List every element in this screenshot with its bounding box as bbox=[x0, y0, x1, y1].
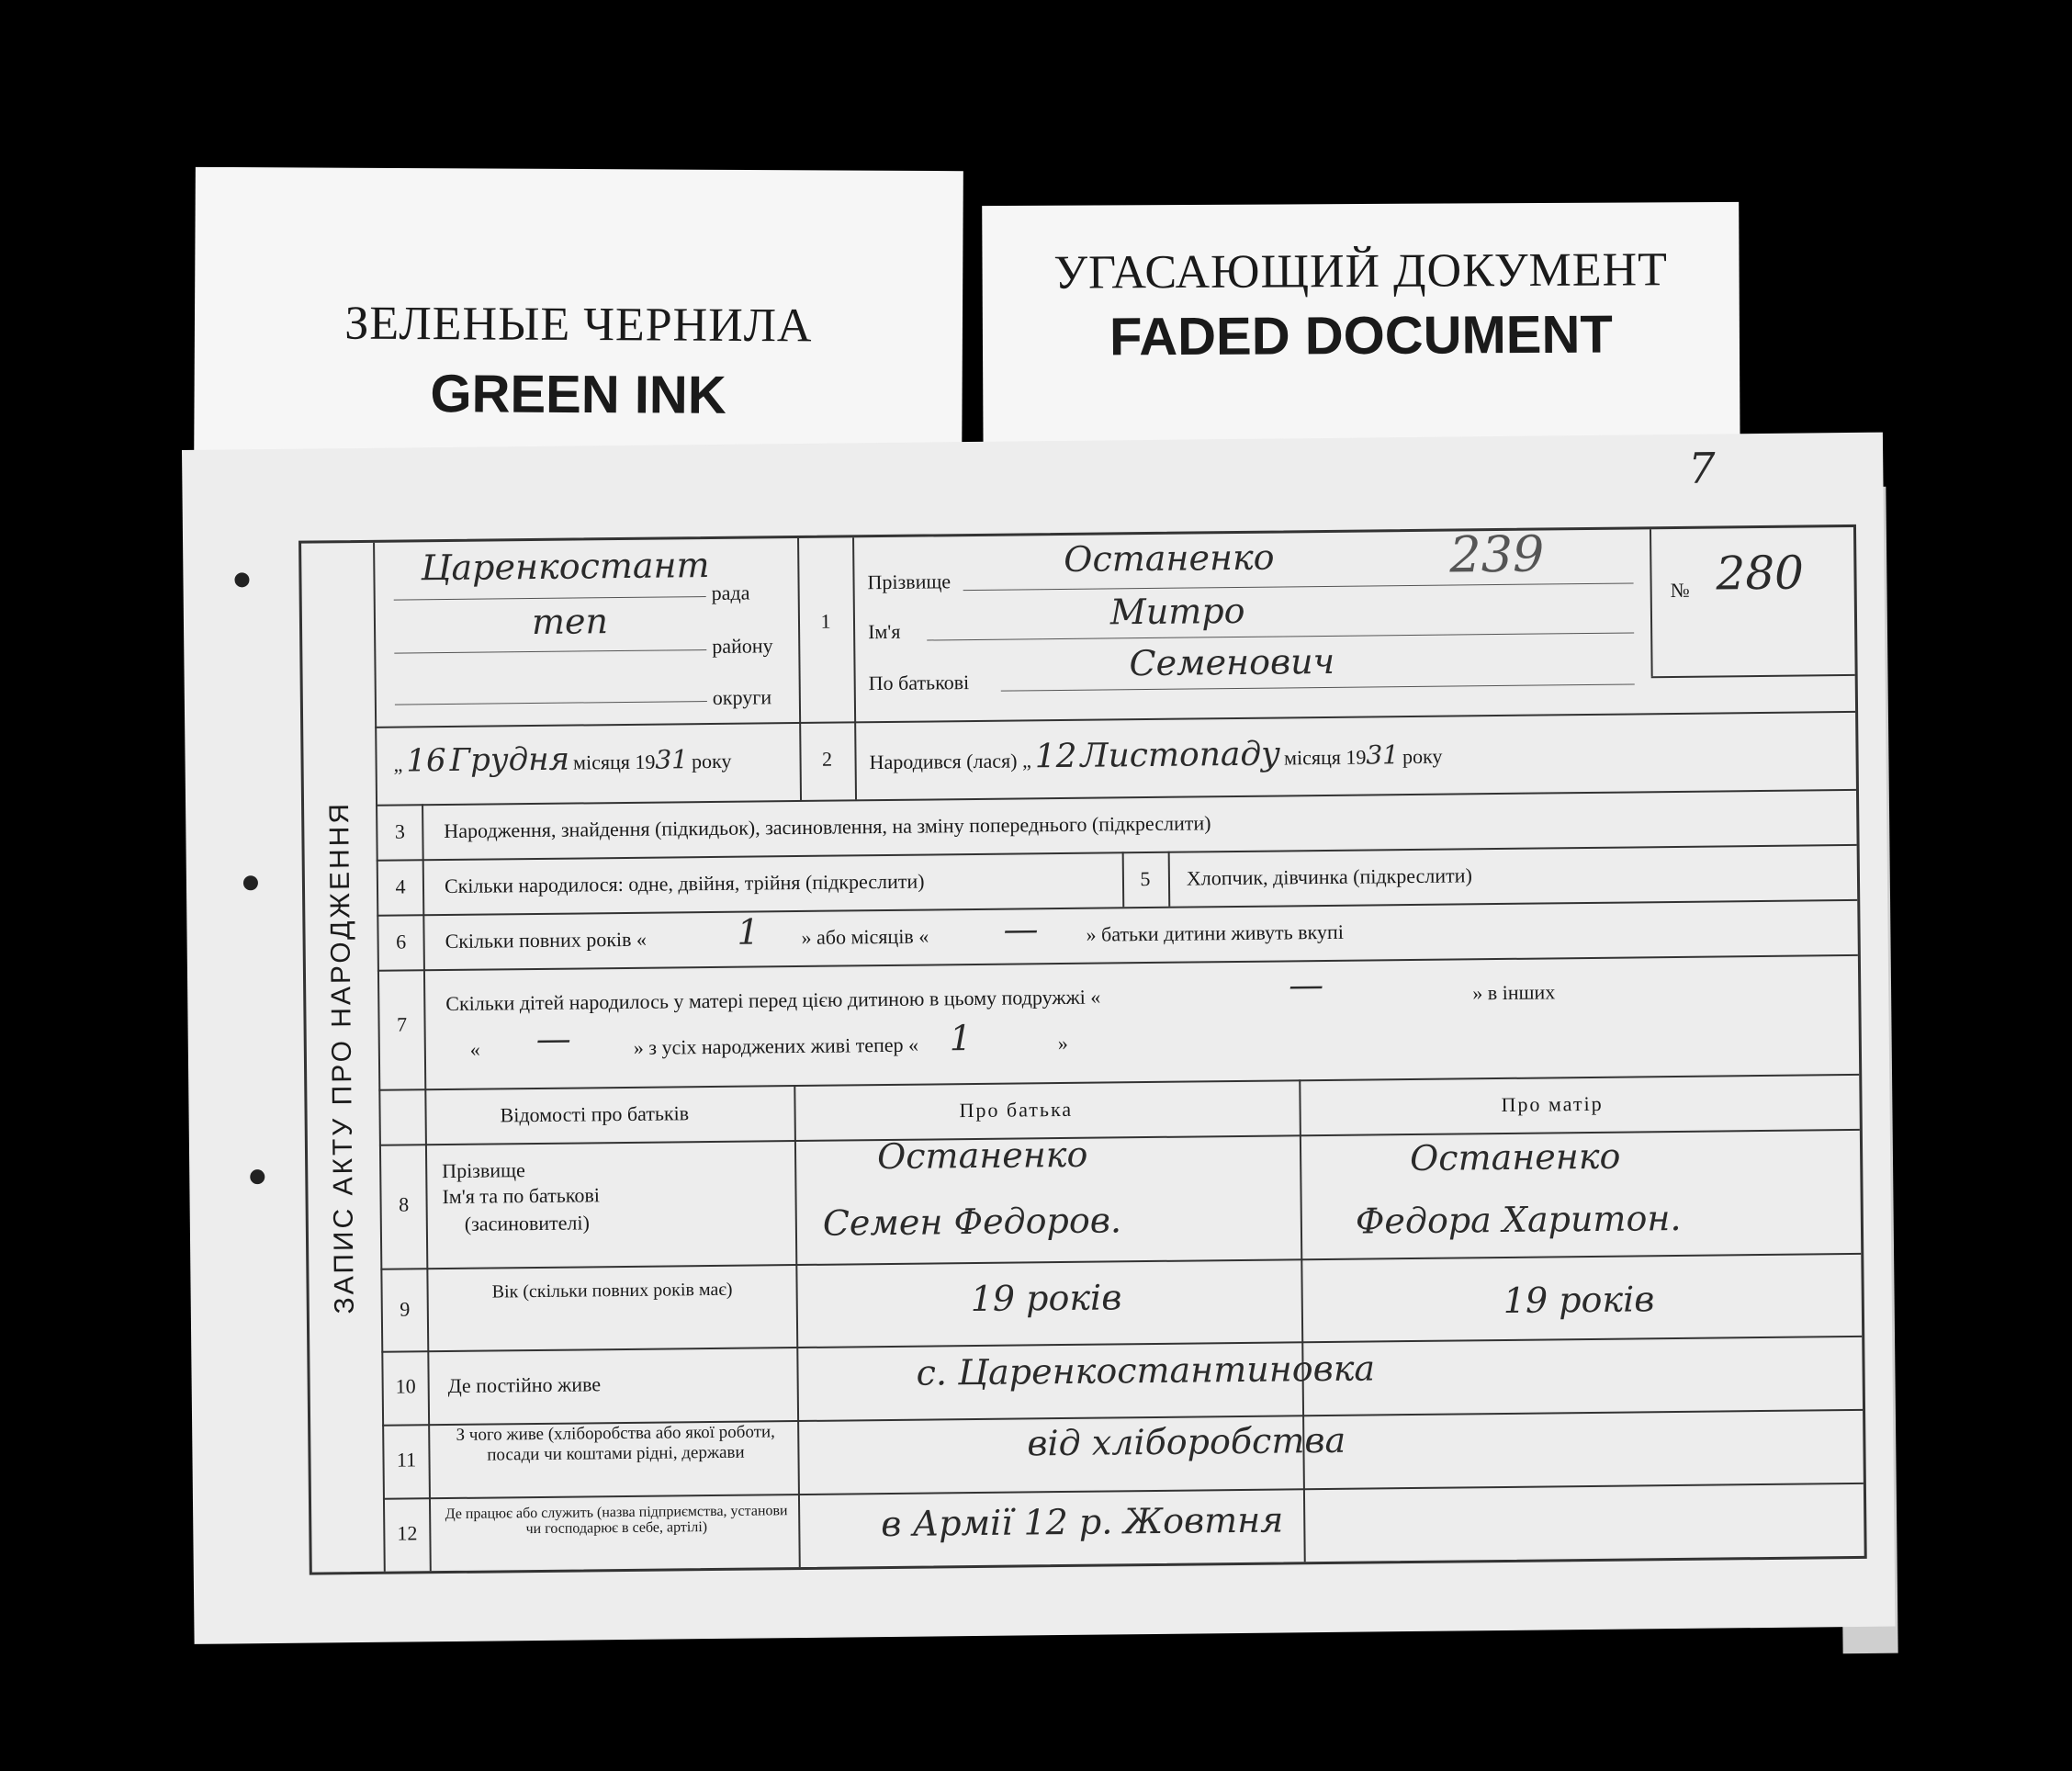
row-number: 3 bbox=[394, 819, 405, 843]
name-label: Ім'я bbox=[867, 619, 901, 644]
row6-months: — bbox=[1003, 908, 1039, 950]
punch-hole bbox=[234, 572, 249, 587]
born-day: 12 bbox=[1034, 737, 1077, 776]
row7-line1: Скільки дітей народилось у матері перед цією дитиною в цьому подружжі « bbox=[445, 985, 1101, 1016]
birth-record-card bbox=[182, 433, 1896, 1644]
row-number: 7 bbox=[396, 1012, 408, 1036]
faded-document-en: FADED DOCUMENT bbox=[1109, 304, 1613, 367]
number-label: № bbox=[1670, 578, 1690, 603]
row7-value1: — bbox=[1288, 964, 1324, 1006]
born-month: Листопаду bbox=[1080, 735, 1281, 775]
punch-hole bbox=[250, 1169, 265, 1184]
row6-label-b: » або місяців « bbox=[801, 924, 929, 949]
r12-label: Де працює або служить (назва підприємства, установи чи господарює в себе, артілі) bbox=[445, 1503, 788, 1538]
name-value: Митро bbox=[1109, 590, 1245, 633]
row-number: 12 bbox=[397, 1521, 418, 1545]
rada-label: рада bbox=[711, 581, 750, 604]
r8-label-name: Ім'я та по батькові bbox=[442, 1183, 601, 1209]
record-stamp: 239 bbox=[1448, 525, 1545, 584]
r8-label-adoptive: (засиновителі) bbox=[464, 1211, 591, 1235]
r8-label-surname: Прізвище bbox=[442, 1158, 525, 1183]
patronymic-label: По батькові bbox=[868, 671, 970, 695]
sidebar bbox=[301, 543, 386, 1573]
row7-line2-a: « bbox=[469, 1037, 480, 1061]
patronymic-value: Семенович bbox=[1129, 640, 1335, 684]
r9-label: Вік (скільки повних років має) bbox=[491, 1279, 733, 1303]
date-day: 16 bbox=[406, 742, 446, 780]
occupation-value: від хліборобства bbox=[1027, 1419, 1346, 1464]
row-number: 8 bbox=[398, 1192, 410, 1216]
row7-value3: 1 bbox=[949, 1018, 973, 1059]
record-number: 280 bbox=[1716, 546, 1805, 601]
row-number: 5 bbox=[1140, 866, 1151, 891]
row6-years: 1 bbox=[737, 911, 760, 953]
surname-value: Останенко bbox=[1064, 536, 1275, 580]
workplace-value: в Армії 12 р. Жовтня bbox=[881, 1499, 1284, 1545]
mother-name: Федора Харитон. bbox=[1355, 1197, 1682, 1242]
registration-date: „ 16 Грудня місяця 1931 року bbox=[393, 740, 732, 780]
row-number: 6 bbox=[395, 930, 407, 953]
row-number: 2 bbox=[821, 747, 833, 771]
date-month: Грудня bbox=[449, 740, 570, 779]
row5-text: Хлопчик, дівчинка (підкреслити) bbox=[1186, 863, 1472, 890]
row-number: 10 bbox=[395, 1374, 416, 1398]
r11-label: З чого живе (хліборобства або якої роботи, посади чи коштами рідні, держави bbox=[456, 1422, 775, 1465]
green-ink-label bbox=[194, 167, 963, 470]
father-age: 19 років bbox=[970, 1277, 1122, 1320]
green-ink-en: GREEN INK bbox=[430, 364, 726, 425]
form-title: ЗАПИС АКТУ ПРО НАРОДЖЕННЯ bbox=[324, 800, 360, 1314]
page-number: 7 bbox=[1688, 443, 1716, 493]
row7-line1-end: » в інших bbox=[1472, 980, 1556, 1005]
date-year: 31 bbox=[655, 744, 689, 775]
r10-label: Де постійно живе bbox=[447, 1372, 602, 1398]
green-ink-ru: ЗЕЛЕНЫЕ ЧЕРНИЛА bbox=[344, 297, 813, 353]
row6-label-c: » батьки дитини живуть вкупі bbox=[1086, 919, 1345, 946]
row7-line2-end: » bbox=[1057, 1031, 1068, 1055]
row7-value2: — bbox=[535, 1018, 571, 1059]
row-number: 9 bbox=[400, 1297, 411, 1321]
row7-line2-b: » з усіх народжених живі тепер « bbox=[633, 1032, 919, 1059]
rada-value: Царенкостант bbox=[421, 544, 710, 589]
father-name: Семен Федоров. bbox=[822, 1200, 1122, 1244]
birth-date: Народився (лася) „ 12 Листопаду місяця 1931 року bbox=[869, 735, 1443, 776]
surname-label: Прізвище bbox=[867, 570, 952, 594]
row-number: 11 bbox=[396, 1448, 417, 1472]
row4-text: Скільки народилося: одне, двійня, трійня (підкреслити) bbox=[444, 869, 925, 898]
mother-age: 19 років bbox=[1503, 1279, 1655, 1321]
col-info: Відомості про батьків bbox=[500, 1101, 690, 1127]
raion-label: району bbox=[712, 634, 773, 658]
row-number: 4 bbox=[395, 874, 406, 898]
born-year: 31 bbox=[1366, 739, 1400, 771]
okruha-label: округи bbox=[712, 685, 772, 709]
raion-value: теп bbox=[531, 601, 609, 643]
faded-document-ru: УГАСАЮЩИЙ ДОКУМЕНТ bbox=[1053, 243, 1669, 299]
residence-value: с. Царенкостантиновка bbox=[916, 1348, 1376, 1393]
father-surname: Останенко bbox=[876, 1134, 1088, 1178]
mother-surname: Останенко bbox=[1409, 1135, 1621, 1179]
col-father: Про батька bbox=[959, 1097, 1074, 1122]
row3-text: Народження, знайдення (підкидьок), засиновлення, на зміну попереднього (підкреслити) bbox=[444, 811, 1211, 843]
punch-hole bbox=[243, 875, 258, 890]
row6-label-a: Скільки повних років « bbox=[445, 927, 648, 953]
row-number: 1 bbox=[820, 609, 831, 633]
record-form bbox=[298, 525, 1867, 1575]
col-mother: Про матір bbox=[1501, 1091, 1604, 1116]
